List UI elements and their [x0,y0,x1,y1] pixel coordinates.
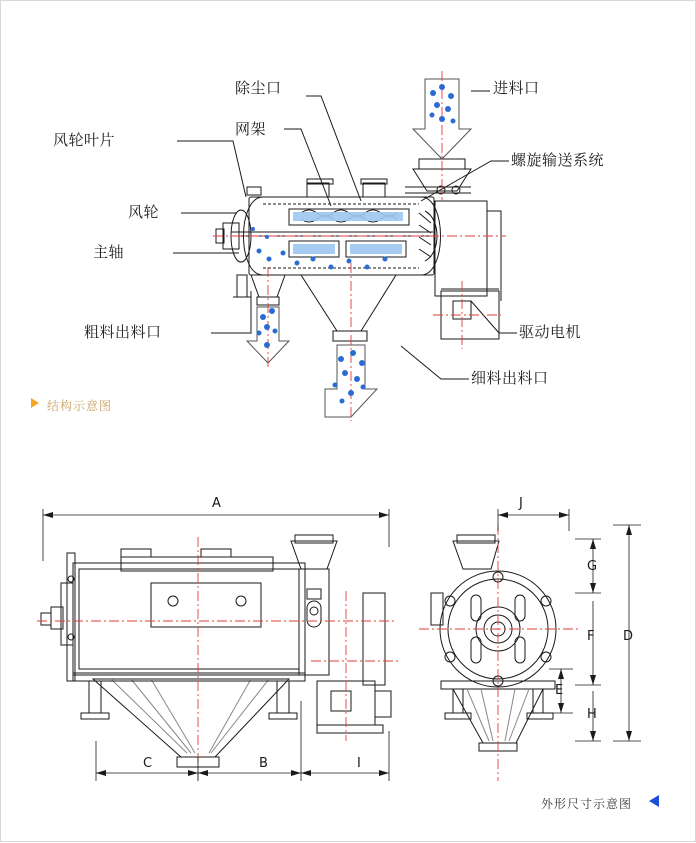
label-feed-inlet: 进料口 [493,79,540,97]
structure-caption: 结构示意图 [47,399,113,413]
label-dust-outlet: 除尘口 [235,79,282,97]
dim-label-G: G [587,559,598,574]
label-fan-blade: 风轮叶片 [53,131,116,149]
dim-label-C: C [143,756,153,771]
dim-label-B: B [259,756,268,771]
label-fan-wheel: 风轮 [128,203,160,221]
dim-label-I: I [357,756,361,771]
label-mesh-frame: 网架 [235,120,267,138]
dim-label-A: A [212,496,221,511]
label-drive-motor: 驱动电机 [519,323,582,341]
dim-label-H: H [587,707,597,722]
label-main-shaft: 主轴 [93,243,125,261]
dim-label-D: D [623,629,634,644]
label-screw-conveyor: 螺旋输送系统 [511,151,605,169]
label-coarse-outlet: 粗料出料口 [84,323,162,341]
dimension-caption: 外形尺寸示意图 [541,797,633,811]
dim-label-J: J [519,496,523,511]
triangle-left-icon [649,795,659,807]
label-fine-outlet: 细料出料口 [471,369,549,387]
dim-label-E: E [555,683,564,698]
dim-label-F: F [587,629,595,644]
